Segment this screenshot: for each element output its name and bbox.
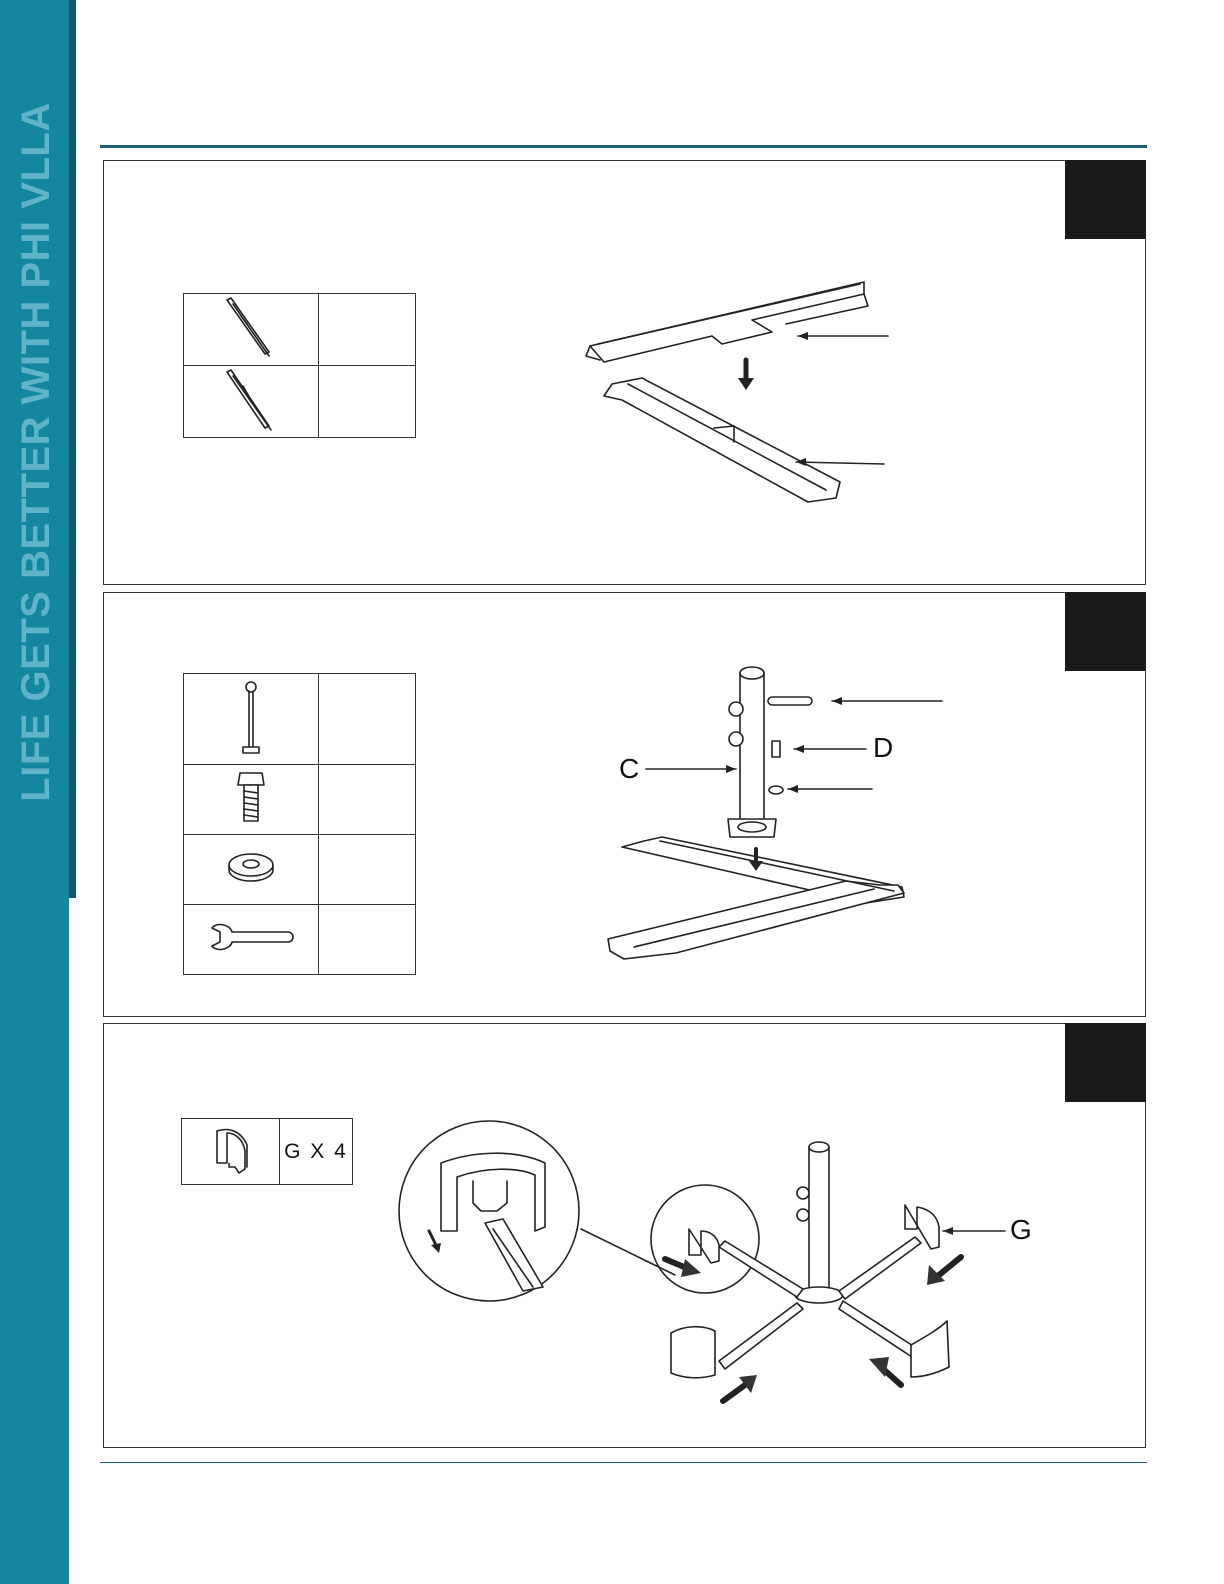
step-2-panel — [103, 592, 1146, 1017]
base-frame-diagram — [582, 276, 902, 536]
callout-d: D — [873, 732, 894, 763]
callout-c: C — [619, 753, 640, 784]
pole-assembly-diagram — [604, 663, 964, 983]
step-1-panel — [103, 160, 1146, 585]
frame-bar-b-icon — [221, 366, 281, 432]
step-3-panel — [103, 1023, 1146, 1448]
brand-text: LIFE GETS BETTER WITH PHI VLLA — [14, 102, 58, 802]
part-qty — [319, 294, 416, 366]
part-qty: G X 4 — [280, 1119, 353, 1185]
parts-row — [184, 765, 416, 835]
parts-row — [184, 835, 416, 905]
long-bolt-icon — [231, 679, 271, 755]
foot-cover-diagram — [399, 1119, 1059, 1419]
parts-row — [184, 294, 416, 366]
part-qty — [319, 366, 416, 438]
frame-bar-a-icon — [221, 294, 281, 360]
washer-icon — [226, 849, 276, 885]
parts-row — [184, 674, 416, 765]
wrench-icon — [208, 922, 294, 952]
step-2-parts-table — [183, 673, 416, 975]
step-2-number-tab — [1065, 592, 1146, 671]
step-3-number-tab — [1065, 1023, 1146, 1102]
header-rule — [100, 145, 1147, 148]
parts-row — [184, 905, 416, 975]
hex-bolt-icon — [234, 769, 268, 825]
parts-row — [184, 366, 416, 438]
part-qty — [319, 835, 416, 905]
step-1-parts-table — [183, 293, 416, 438]
sidebar-accent — [69, 0, 76, 898]
part-qty — [319, 674, 416, 765]
footer-rule — [100, 1462, 1147, 1463]
step-3-parts-table — [181, 1118, 353, 1185]
part-qty — [319, 905, 416, 975]
parts-row — [182, 1119, 353, 1185]
part-qty — [319, 765, 416, 835]
foot-cover-icon — [211, 1123, 251, 1175]
step-1-number-tab — [1065, 160, 1146, 239]
callout-g: G — [1010, 1214, 1032, 1245]
